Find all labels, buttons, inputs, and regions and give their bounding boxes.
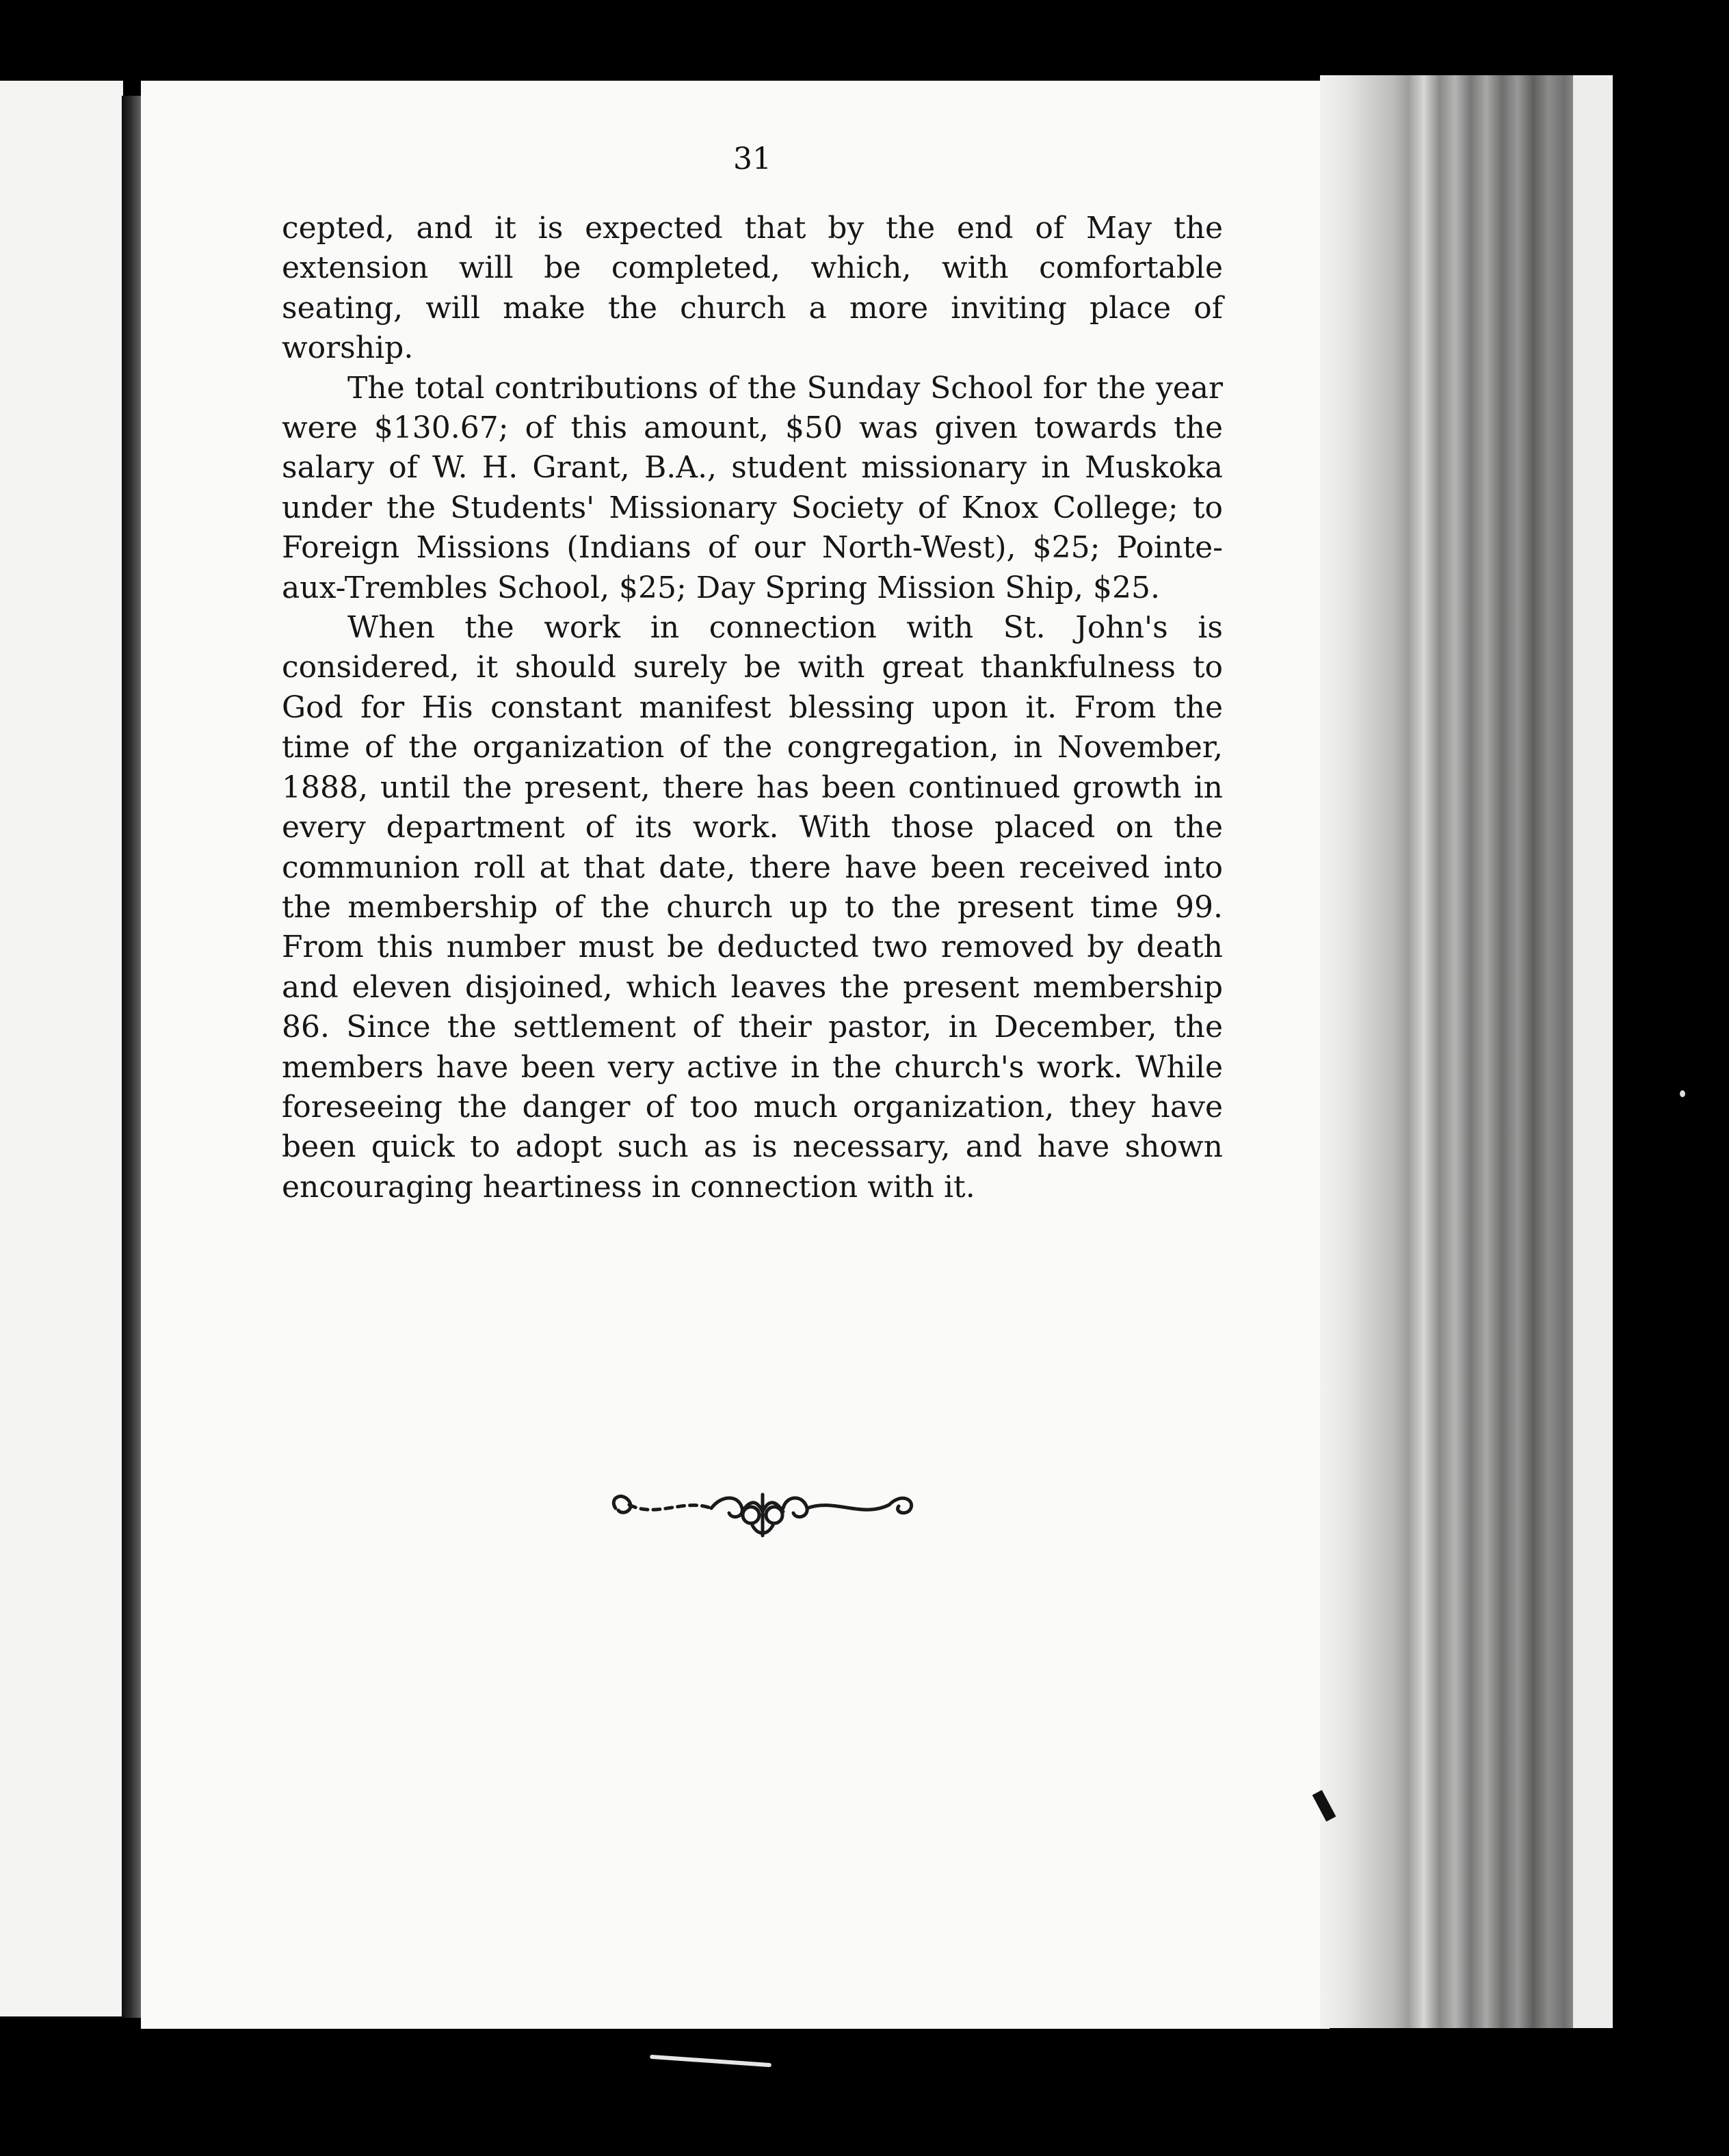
book-gutter — [122, 96, 142, 2018]
paragraph-continuation: cepted, and it is expected that by the end of May the extension will be completed, which, with comfortable seating, will make the church a more inviting place of worship. — [282, 211, 1223, 366]
scroll-flourish-ornament-icon — [602, 1471, 923, 1553]
page-stack-fore-edge — [1320, 75, 1580, 2028]
scan-scratch — [650, 2055, 771, 2067]
scan-speck — [1680, 1090, 1685, 1097]
page-number: 31 — [733, 142, 771, 176]
left-page-edge — [0, 81, 123, 2016]
paragraph-contributions: The total contributions of the Sunday School for the year were $130.67; of this amount, $50 was given towards the salary of W. H. Grant, B.A., student missionary in Muskoka under the Students' Missionary Society of Knox College; to Foreign Missions (Indians of our North-West), $25; Pointe-aux-Trembles School, $25; Day Spring Mission Ship, $25. — [282, 370, 1223, 605]
body-text — [282, 209, 1223, 1207]
page-stack-outer-edge — [1573, 75, 1613, 2028]
paragraph-growth: When the work in connection with St. John's is considered, it should surely be with great thankfulness to God for His constant manifest blessing upon it. From the time of the organization of the congregation, in November, 1888, until the present, there has been continued growth in every department of its work. With those placed on the communion roll at that date, there have been received into the membership of the church up to the present time 99. From this number must be deducted two removed by death and eleven disjoined, which leaves the present membership 86. Since the settlement of their pastor, in December, the members have been very active in the church's work. While foreseeing the danger of too much organization, they have been quick to adopt such as is necessary, and have shown encouraging heartiness in connection with it. — [282, 610, 1223, 1205]
